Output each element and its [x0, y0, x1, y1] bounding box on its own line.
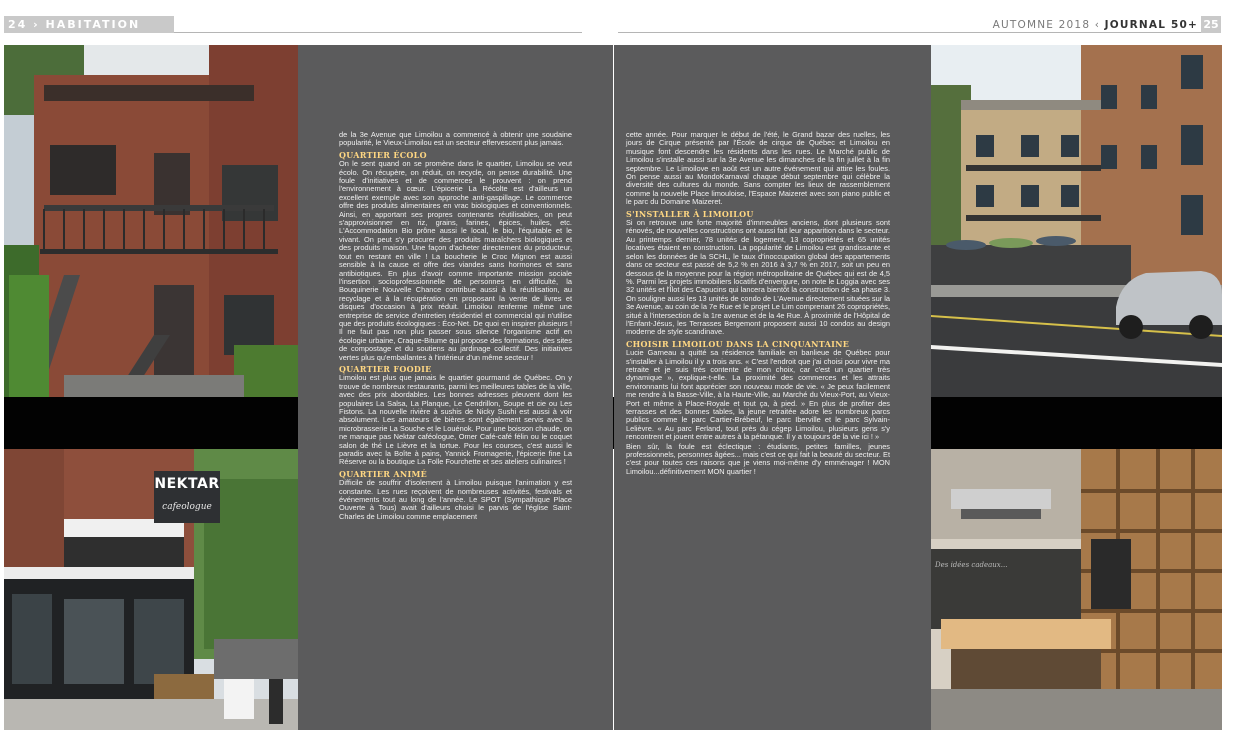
paragraph: Limoilou est plus que jamais le quartier gourmand de Québec. On y trouve de nombreux restaurants, parmi les meilleures tables de la ville, avec des prix abordables. Les bonnes adresses pleuvent dont les populaires La Salsa, La Planque, Le Cendrillon, Soupe et cie ou Les Fistons. La nouvelle rivière à sushis de Nicky Sushi est aussi à voir absolument. Les amateurs de bières sont également servis avec la microbrasserie La Souche et le Louénok. Pour une boisson chaude, on ne manque pas Nektar caféologue, Omer Café-café félin ou le coquet salon de thé Le Lièvre et la tortue. Pour les courses, c'est aussi le paradis avec la Boîte à pains, Yannick Fromagerie, l'épicerie fine La Réserve ou la boutique La Folle Fourchette et ses ateliers culinaires !	[339, 373, 572, 467]
paragraph: Si on retrouve une forte majorité d'immeubles anciens, dont plusieurs sont rénovés, de nouvelles constructions ont aussi fait leur apparition dans le secteur. Au printemps dernier, 78 unités de logement, 13 copropriétés et 65 unités locatives étaient en construction. La popularité de Limoilou est grandissante et selon les données de la SCHL, le taux d'inoccupation global des appartements dans ce secteur est passé de 5,2 % en 2016 à 3,7 % en 2017, soit un peu en dessous de la moyenne pour la région métropolitaine de Québec qui est de 4,5 %. Parmi les projets immobiliers locatifs d'envergure, on note le Loggia avec ses 32 unités et l'Îlot des Capucins qui lancera bientôt la construction de sa phase 3. On souligne aussi les 13 unités de condo de L'Avenue directement situées sur la 3e Avenue, au coin de la 7e Rue et le projet Le Lim comprenant 26 copropriétés, situé à l'intersection de la 1re avenue et de la 4e Rue. À proximité de l'Hôpital de l'Enfant-Jésus, les Terrasses Bergemont proposent aussi 10 condos au design moderne de style scandinave.	[626, 218, 890, 337]
page-number-right: 25	[1201, 16, 1221, 33]
header-rule-left	[174, 32, 582, 33]
article-column-right	[626, 131, 890, 476]
subheading: QUARTIER ÉCOLO	[339, 149, 427, 160]
paragraph: Bien sûr, la foule est éclectique : étudiants, petites familles, jeunes professionnels, personnes âgées... mais c'est ce qui fait la beauté du secteur. Et c'est pour toutes ces raisons que je viens moi-même d'y emménager ! MON Limoilou...définitivement MON quartier !	[626, 441, 890, 476]
nektar-sign	[154, 471, 220, 523]
photo-kitchen-shop	[931, 449, 1222, 730]
photo-brick-duplex	[4, 45, 298, 397]
photo-band	[4, 397, 1222, 449]
subheading: S'INSTALLER À LIMOILOU	[626, 208, 754, 219]
photo-nektar-cafe	[4, 449, 298, 730]
journal-brand: JOURNAL 50+	[1104, 19, 1198, 31]
article-column-left	[339, 131, 572, 521]
text-panel-left	[298, 45, 613, 730]
subheading: CHOISIR LIMOILOU DANS LA CINQUANTAINE	[626, 338, 850, 349]
issue-season: AUTOMNE 2018 ‹	[992, 19, 1105, 31]
subheading: QUARTIER FOODIE	[339, 363, 432, 374]
paragraph: de la 3e Avenue que Limoilou a commencé à obtenir une soudaine popularité, le Vieux-Limoilou est un secteur effervescent plus jamais.	[339, 130, 572, 148]
issue-label	[993, 19, 1198, 31]
section-label: 24 › HABITATION	[8, 18, 141, 31]
paragraph: cette année. Pour marquer le début de l'été, le Grand bazar des ruelles, les jours de Cirque présenté par l'École de cirque de Québec et Limoilou en musique font descendre les résidents dans les rues. Le Marché public de Limoilou s'installe aussi sur la 3e Avenue les dimanches de la fin juillet à la fin septembre. Le Limoilove en août est un autre événement qui attire les foules. On pense aussi au MondoKarnaval chaque début septembre qui célèbre la diversité des cultures du monde. Sans compter les lieux de rassemblement comme la nouvelle Place limouloise, l'Espace Maizeret avec son piano public et le parc du Domaine Maizeret.	[626, 130, 890, 207]
paragraph: Difficile de souffrir d'isolement à Limoilou puisque l'animation y est constante. Les rues reçoivent de nombreuses activités, festivals et événements tout au long de l'année. Le SPOT (Sympathique Place Ouverte à Tous) avait d'ailleurs choisi le parvis de l'église Saint-Charles de Limoilou comme emplacement	[339, 478, 572, 521]
section-tab	[4, 16, 174, 33]
nektar-sign-title: NEKTAR	[154, 476, 220, 492]
photo-condo-street	[931, 45, 1222, 397]
chalkboard-text: Des idées cadeaux...	[935, 561, 1008, 569]
header-rule-right	[618, 32, 1218, 33]
text-panel-right	[614, 45, 931, 730]
paragraph: On le sent quand on se promène dans le quartier, Limoilou se veut écolo. On récupère, on réduit, on recycle, on pense durabilité. Une foule d'initiatives et de commerces le prouvent : on prend l'environnement à cœur. L'épicerie La Récolte est d'ailleurs un excellent exemple avec son approche anti-gaspillage. Le commerce offre des produits alimentaires en vrac biologiques et conventionnels. Ainsi, en apportant ses propres contenants réutilisables, on peut s'approvisionner en riz, grains, farines, épices, huiles, etc. L'Accommodation Bio prône aussi le local, le bio, l'équitable et le vivant. On peut s'y procurer des produits maraîchers biologiques et des produits maison. Une façon d'acheter directement du producteur, tout en restant en ville ! La boucherie le Croc Mignon est aussi sensible à la cause et offre des viandes sans hormones et sans antibiotiques. En plus d'avoir comme importante mission sociale l'insertion socioprofessionnelle de personnes en difficulté, la Bouquinerie Nouvelle Chance contribue aussi à la réutilisation, au recyclage et à la récupération en proposant la vente de livres et disques d'occasion à prix réduit. Limoilou renferme même une entreprise de service d'entretien résidentiel et commercial qui n'utilise que des produits écologiques : Éco-Net. De quoi en inspirer plusieurs ! Il ne faut pas non plus passer sous silence l'organisme actif en écologie urbaine, Craque-Bitume qui propose des formations, des sites de compostage et du soutiens au jardinage collectif. Des initiatives vertes plus qu'emballantes à l'intérieur d'un même secteur !	[339, 159, 572, 362]
subheading: QUARTIER ANIMÉ	[339, 468, 428, 479]
paragraph: Lucie Garneau a quitté sa résidence familiale en banlieue de Québec pour s'installer à Limoilou il y a trois ans. « C'est l'endroit que j'ai choisi pour vivre ma retraite et je suis très contente de mon choix, car c'est un quartier très dynamique », explique-t-elle. La proximité des commerces et les attraits environnants lui font apprécier son nouveau mode de vie. « Je peux facilement me rendre à la Basse-Ville, à la Haute-Ville, au Marché du Vieux-Port, au Vieux-Port et même à Place-Royale et tout ça, à pied. » En plus de profiter des terrasses et des bonnes tables, la jeune retraitée adore les nombreux parcs publics comme le parc Cartier-Brébeuf, le parc Iberville et le parc Sylvain-Lelièvre. « Au parc Ferland, tout près du cégep Limoilou, plusieurs gens s'y rencontrent et jouent entre autres à la pétanque. Il y a toujours de la vie ici ! »	[626, 348, 890, 442]
nektar-sign-subtitle: cafeologue	[162, 502, 212, 512]
